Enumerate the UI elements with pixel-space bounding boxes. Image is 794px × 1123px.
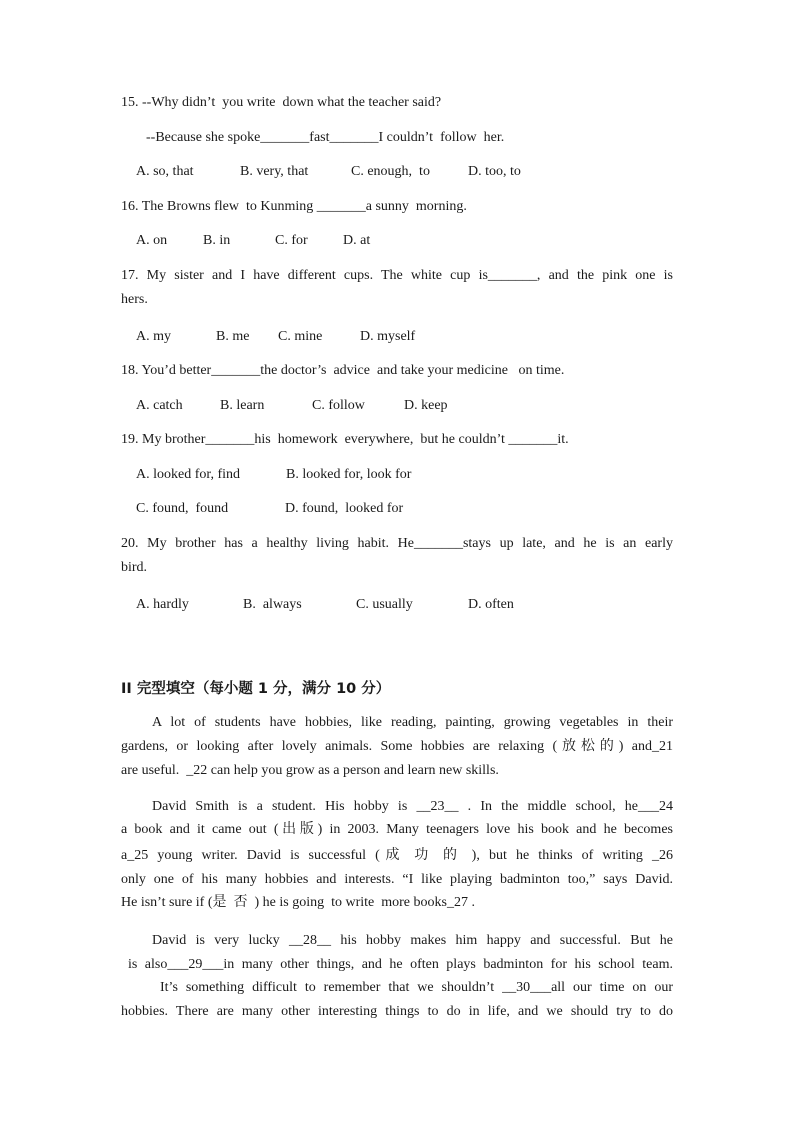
passage-line: a_25 young writer. David is successful (成 功 的 ), but he thinks of writing _26 — [121, 848, 673, 863]
question-19-option-a: A. looked for, find — [136, 467, 241, 482]
question-17-stem-cont: hers. — [121, 292, 148, 307]
passage-line: He isn’t sure if (是 否 ) he is going to write more books_27 . — [121, 895, 475, 910]
question-19-option-b: B. looked for, look for — [286, 467, 412, 482]
passage-line: A lot of students have hobbies, like reading, painting, growing vegetables in their — [152, 715, 673, 730]
question-17-option-a: A. my — [136, 329, 171, 344]
question-15-stem-cont: --Because she spoke_______fast_______I couldn’t follow her. — [146, 130, 505, 145]
question-16-option-d: D. at — [343, 233, 371, 248]
question-20-stem: 20. My brother has a healthy living habit. He_______stays up late, and he is an early — [121, 536, 673, 551]
passage-line: a book and it came out (出版) in 2003. Many teenagers love his book and he becomes — [121, 822, 673, 837]
question-15-option-b: B. very, that — [240, 164, 309, 179]
question-20-stem-cont: bird. — [121, 560, 148, 575]
question-20-option-b: B. always — [243, 597, 302, 612]
question-18-option-d: D. keep — [404, 398, 448, 413]
question-16-option-c: C. for — [275, 233, 308, 248]
question-20-option-a: A. hardly — [136, 597, 189, 612]
passage-line: It’s something difficult to remember that we shouldn’t __30___all our time on our — [160, 980, 673, 995]
section-heading: II 完型填空（每小题 1 分，满分 10 分） — [121, 681, 391, 697]
question-19-option-d: D. found, looked for — [285, 501, 404, 516]
question-15-stem: 15. --Why didn’t you write down what the teacher said? — [121, 95, 442, 110]
question-17-option-c: C. mine — [278, 329, 323, 344]
question-15-option-a: A. so, that — [136, 164, 194, 179]
question-17-option-d: D. myself — [360, 329, 416, 344]
question-20-option-d: D. often — [468, 597, 514, 612]
question-20-option-c: C. usually — [356, 597, 413, 612]
question-18-option-c: C. follow — [312, 398, 365, 413]
question-18-option-b: B. learn — [220, 398, 265, 413]
question-16-option-a: A. on — [136, 233, 168, 248]
question-16-stem: 16. The Browns flew to Kunming _______a sunny morning. — [121, 199, 467, 214]
passage-line: gardens, or looking after lovely animals. Some hobbies are relaxing (放松的) and_21 — [121, 739, 673, 754]
question-15-option-c: C. enough, to — [351, 164, 430, 179]
passage-line: only one of his many hobbies and interests. “I like playing badminton too,” says David. — [121, 872, 673, 887]
question-19-option-c: C. found, found — [136, 501, 229, 516]
passage-line: are useful. _22 can help you grow as a person and learn new skills. — [121, 763, 499, 778]
question-17-stem: 17. My sister and I have different cups. The white cup is_______, and the pink one is — [121, 268, 673, 283]
question-19-stem: 19. My brother_______his homework everywhere, but he couldn’t _______it. — [121, 432, 569, 447]
passage-line: David is very lucky __28__ his hobby makes him happy and successful. But he — [152, 933, 673, 948]
passage-line: is also___29___in many other things, and he often plays badminton for his school team. — [128, 957, 673, 972]
question-18-stem: 18. You’d better_______the doctor’s advice and take your medicine on time. — [121, 363, 565, 378]
question-15-option-d: D. too, to — [468, 164, 521, 179]
question-18-option-a: A. catch — [136, 398, 183, 413]
question-16-option-b: B. in — [203, 233, 231, 248]
passage-line: hobbies. There are many other interesting things to do in life, and we should try to do — [121, 1004, 673, 1019]
passage-line: David Smith is a student. His hobby is __23__ . In the middle school, he___24 — [152, 799, 673, 814]
question-17-option-b: B. me — [216, 329, 250, 344]
